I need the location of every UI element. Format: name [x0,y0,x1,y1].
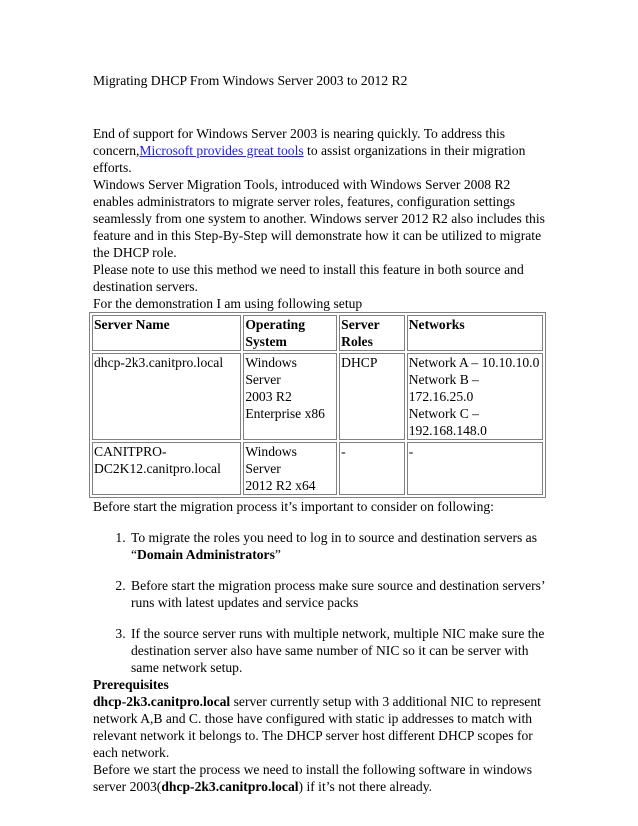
install-note-paragraph: Please note to use this method we need to install this feature in both source and destination servers. [93,262,524,294]
cell-networks [407,353,543,440]
microsoft-tools-link[interactable]: Microsoft provides great tools [139,143,304,158]
table-row [92,442,543,495]
list-item [129,529,553,563]
considerations-intro: Before start the migration process it’s important to consider on following: [93,499,494,514]
step-bold-text: Domain Administrators [137,547,275,562]
prerequisites-paragraph [93,693,553,761]
header-operating-system: Operating System [243,315,337,351]
document-title: Migrating DHCP From Windows Server 2003 to 2012 R2 [93,73,408,88]
spacer [93,89,553,125]
table-header-row [92,315,543,351]
header-server-roles: Server Roles [339,315,405,351]
migration-tools-paragraph: Windows Server Migration Tools, introduced with Windows Server 2008 R2 enables administrators to migrate server roles, features, configuration settings seamlessly from one system to another. Windows server 2012 R2 also includes this feature and in this Step-By-Step will demonstrate how it can be utilized to migrate the DHCP role. [93,177,545,260]
setup-intro-paragraph: For the demonstration I am using following setup [93,296,363,311]
os-line: Windows Server [245,355,297,387]
cell-server-name [92,442,241,495]
network-line: 192.168.148.0 [408,423,487,438]
cell-server-role: - [339,442,405,495]
intro-text-before: End of support for Windows Server 2003 is nearing quickly. To address this concern, [93,126,506,158]
prereq-text: ) if it’s not there already. [298,779,433,794]
table-row [92,353,543,440]
cell-server-name: dhcp-2k3.canitpro.local [92,353,241,440]
server-name-bold: dhcp-2k3.canitpro.local [93,694,231,709]
software-install-paragraph [93,761,553,795]
name-line: DC2K12.canitpro.local [94,461,221,476]
prereq-text: Before we start the process we need to install the following software in windows server 2003( [93,762,533,794]
name-line: CANITPRO- [94,444,167,459]
list-item: 2. Before start the migration process make sure source and destination servers’ runs with latest updates and service packs [129,577,553,611]
cell-server-role: DHCP [339,353,405,440]
setup-table [89,312,546,498]
intro-text-after: to assist organizations in their migration efforts. [93,143,526,175]
step-text: ” [274,547,281,562]
document-page [93,72,553,795]
server-name-bold: dhcp-2k3.canitpro.local [161,779,299,794]
network-line: 172.16.25.0 [408,389,474,404]
list-item: 3. If the source server runs with multiple network, multiple NIC make sure the destination server also have same number of NIC so it can be server with same network setup. [129,625,553,676]
cell-operating-system [243,442,337,495]
header-networks: Networks [407,315,543,351]
considerations-list [93,529,553,676]
intro-paragraph [93,125,553,176]
os-line: Windows Server [245,444,297,476]
prerequisites-heading-text: Prerequisites [93,677,169,692]
os-line: Enterprise x86 [245,406,325,421]
network-line: Network A – 10.10.10.0 [408,355,540,370]
step-text: To migrate the roles you need to log in to source and destination servers as “ [131,530,537,562]
os-line: 2012 R2 x64 [245,478,316,493]
prereq-text: server currently setup with 3 additional NIC to represent network A,B and C. those have configured with static ip addresses to match with relevant network it belongs to. The DHCP server host different DHCP scopes for each network. [93,694,541,760]
prerequisites-heading [93,676,553,693]
header-server-name: Server Name [92,315,241,351]
cell-networks: - [407,442,543,495]
os-line: 2003 R2 [245,389,292,404]
network-line: Network C – [408,406,479,421]
cell-operating-system [243,353,337,440]
network-line: Network B – [408,372,479,387]
